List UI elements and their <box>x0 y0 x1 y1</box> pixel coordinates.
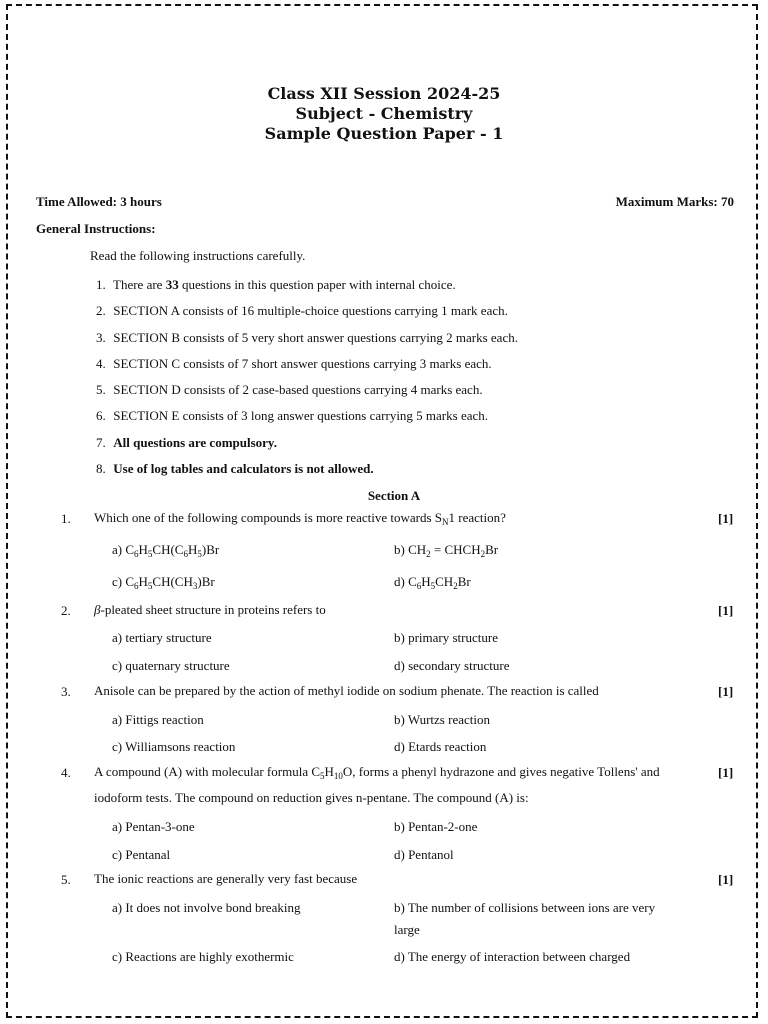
question-text: β-pleated sheet structure in proteins refers to <box>94 602 326 617</box>
instruction-item <box>96 435 518 461</box>
option-d: d) Etards reaction <box>394 739 487 754</box>
instruction-text: SECTION A consists of 16 multiple-choice questions carrying 1 mark each. <box>113 303 508 319</box>
instruction-text: SECTION B consists of 5 very short answer questions carrying 2 marks each. <box>113 329 518 345</box>
option-b: b) Pentan-2-one <box>394 819 478 834</box>
instruction-number: 8. <box>96 461 106 477</box>
instruction-text: There are <box>113 277 166 292</box>
instruction-item <box>96 277 518 303</box>
option-c: c) Pentanal <box>112 847 171 862</box>
question-number: 1. <box>61 511 71 526</box>
option-d: d) Pentanol <box>394 847 454 862</box>
option-a: a) tertiary structure <box>112 630 212 645</box>
question-number: 5. <box>61 872 71 887</box>
option-c: c) $C_6H_5CH(CH_3)Br$ <box>112 574 215 591</box>
instruction-item <box>96 330 518 356</box>
option-c: c) Williamsons reaction <box>112 739 236 754</box>
option-a: a) It does not involve bond breaking <box>112 900 301 915</box>
instruction-number: 1. <box>96 277 106 292</box>
question-marks: [1] <box>718 603 734 618</box>
question-marks: [1] <box>718 872 734 887</box>
read-instructions: Read the following instructions carefully. <box>90 248 306 263</box>
exam-meta <box>36 194 734 210</box>
instruction-text: SECTION C consists of 7 short answer questions carrying 3 marks each. <box>113 355 492 371</box>
instruction-number: 4. <box>96 355 106 371</box>
instruction-number: 5. <box>96 382 106 398</box>
subject: Subject - Chemistry <box>295 104 473 123</box>
option-c: c) Reactions are highly exothermic <box>112 949 294 964</box>
question-marks: [1] <box>718 684 734 699</box>
instruction-item <box>96 303 518 329</box>
option-a: a) Fittigs reaction <box>112 712 204 727</box>
option-d: d) The energy of interaction between charged <box>394 949 631 964</box>
option-b: b) Wurtzs reaction <box>394 712 490 727</box>
question-text: Which one of the following compounds is more reactive towards $S_N1$ reaction? <box>94 510 506 527</box>
option-b: b) primary structure <box>394 630 498 645</box>
instruction-item <box>96 408 518 434</box>
instruction-list <box>96 277 518 487</box>
option-c: c) quaternary structure <box>112 658 230 673</box>
question-text: Anisole can be prepared by the action of methyl iodide on sodium phenate. The reaction is called <box>94 683 599 698</box>
instruction-text: SECTION D consists of 2 case-based questions carrying 4 marks each. <box>113 382 483 398</box>
option-a: a) $C_6H_5CH(C_6H_5)Br$ <box>112 542 220 559</box>
paper-name: Sample Question Paper - 1 <box>264 124 504 143</box>
question-marks: [1] <box>718 511 734 526</box>
section-a-title: Section A <box>367 488 421 503</box>
instruction-text: SECTION E consists of 3 long answer questions carrying 5 marks each. <box>113 408 489 424</box>
class-session: Class XII Session 2024-25 <box>267 84 501 103</box>
instruction-number: 3. <box>96 329 106 345</box>
option-d: d) $C_6H_5CH_2Br$ <box>394 574 471 591</box>
instruction-text-post: questions in this question paper with internal choice. <box>178 277 456 292</box>
paper-title <box>0 84 768 144</box>
instruction-item <box>96 356 518 382</box>
option-b: b) $CH_2$ = $CHCH_2Br$ <box>394 542 499 559</box>
instruction-bold: 33 <box>165 277 179 292</box>
instruction-item <box>96 461 518 487</box>
time-allowed: Time Allowed: 3 hours <box>36 194 162 209</box>
option-d: d) secondary structure <box>394 658 510 673</box>
instruction-number: 7. <box>96 434 106 450</box>
question-number: 4. <box>61 765 71 780</box>
maximum-marks: Maximum Marks: 70 <box>615 194 734 209</box>
instruction-number: 2. <box>96 303 106 319</box>
question-number: 2. <box>61 603 71 618</box>
question-number: 3. <box>61 684 71 699</box>
question-text: A compound (A) with molecular formula $C_5H_{10}O$, forms a phenyl hydrazone and gives negative Tollens' and iodoform tests. The compound on reduction gives n-pentane. The compound (A) is: <box>94 764 660 805</box>
instruction-bold: Use of log tables and calculators is not allowed. <box>113 461 374 477</box>
option-b: b) The number of collisions between ions are very large <box>394 900 656 937</box>
instruction-bold: All questions are compulsory. <box>113 434 277 450</box>
general-instructions-heading: General Instructions: <box>36 221 156 236</box>
question-text: The ionic reactions are generally very fast because <box>94 871 358 886</box>
option-a: a) Pentan-3-one <box>112 819 195 834</box>
instruction-number: 6. <box>96 408 106 424</box>
instruction-item <box>96 382 518 408</box>
question-marks: [1] <box>718 765 734 780</box>
